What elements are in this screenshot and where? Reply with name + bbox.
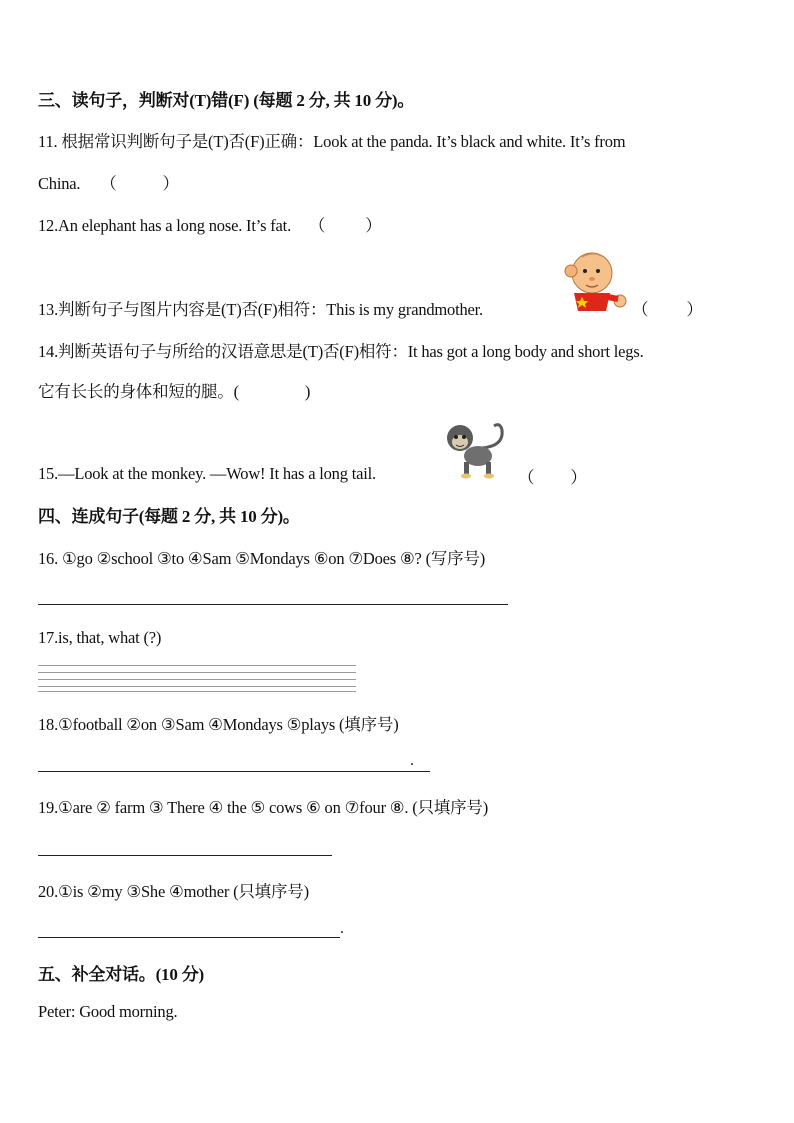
q13-line: [38, 296, 483, 320]
q17-writing-line-4[interactable]: [38, 686, 356, 687]
q17-text: 17.is, that, what (?): [38, 628, 162, 647]
section3-heading: 三、读句子，判断对(T)错(F) (每题 2 分, 共 10 分)。: [38, 91, 415, 110]
baby-cartoon-image: [556, 249, 632, 315]
q18-period: .: [410, 752, 414, 769]
q14-answer-paren[interactable]: ( ): [233, 382, 311, 401]
q18-text: 18.①football ②on ③Sam ④Mondays ⑤plays (填序号): [38, 715, 399, 734]
q11-line2: [38, 170, 179, 194]
q13-answer-paren[interactable]: （ ）: [632, 300, 703, 319]
q20-period: .: [340, 920, 344, 937]
q17-writing-line-2[interactable]: [38, 672, 356, 673]
q11-answer-paren[interactable]: （ ）: [100, 174, 179, 193]
section4-heading: 四、连成句子(每题 2 分, 共 10 分)。: [38, 507, 300, 526]
q17-writing-line-1[interactable]: [38, 665, 356, 666]
q13-text: 13.判断句子与图片内容是(T)否(F)相符：This is my grandmother.: [38, 300, 483, 319]
q15-answer-paren[interactable]: （ ）: [518, 468, 587, 487]
section5-heading: 五、补全对话。(10 分): [38, 965, 204, 984]
q11-text-line2: China.: [38, 174, 81, 193]
q20-answer-line[interactable]: [38, 937, 340, 938]
q18-answer-line[interactable]: [38, 771, 430, 772]
q12-text: 12.An elephant has a long nose. It’s fat.: [38, 216, 291, 235]
q14-text-line1: 14.判断英语句子与所给的汉语意思是(T)否(F)相符：It has got a long body and short legs.: [38, 342, 644, 361]
q16-text: 16. ①go ②school ③to ④Sam ⑤Mondays ⑥on ⑦Does ⑧? (写序号): [38, 549, 486, 568]
q11-text-line1: 11. 根据常识判断句子是(T)否(F)正确：Look at the panda. It’s black and white. It’s from: [38, 132, 626, 151]
monkey-image: [442, 418, 508, 480]
q19-text: 19.①are ② farm ③ There ④ the ⑤ cows ⑥ on ⑦four ⑧. (只填序号): [38, 798, 489, 817]
q12-answer-paren[interactable]: （ ）: [308, 216, 382, 235]
q15-text: 15.—Look at the monkey. —Wow! It has a long tail.: [38, 464, 376, 483]
q14-text-line2: 它有长长的身体和短的腿。: [38, 382, 234, 401]
q16-answer-line[interactable]: [38, 604, 508, 605]
q14-line2: [38, 378, 310, 402]
q20-text: 20.①is ②my ③She ④mother (只填序号): [38, 882, 309, 901]
q19-answer-line[interactable]: [38, 855, 332, 856]
q12-line: [38, 212, 382, 236]
dialog-line-peter: Peter: Good morning.: [38, 1002, 178, 1021]
q17-writing-line-5[interactable]: [38, 691, 356, 692]
q17-writing-line-3[interactable]: [38, 679, 356, 680]
